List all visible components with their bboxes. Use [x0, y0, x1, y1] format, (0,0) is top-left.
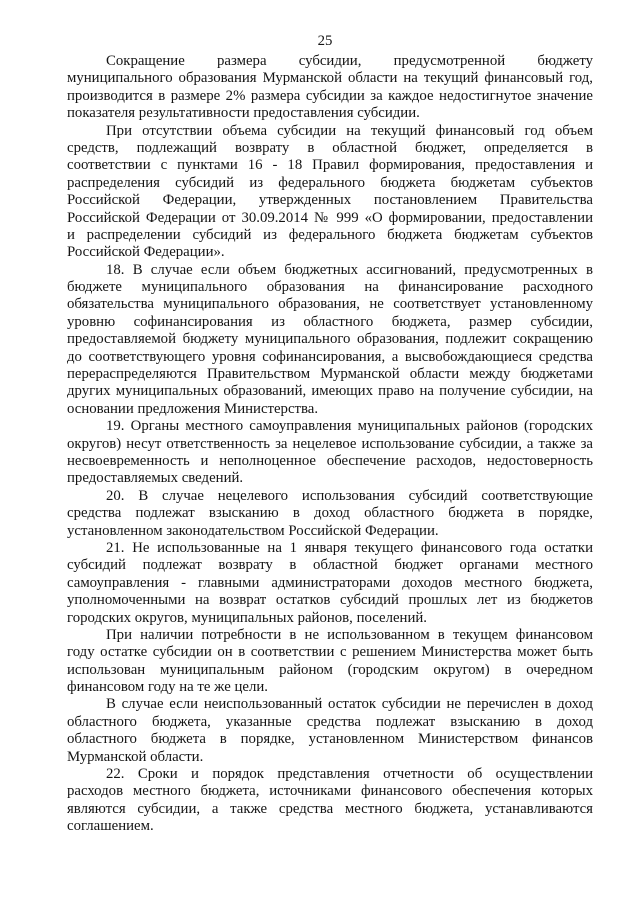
text-line: 21. Не использованные на 1 января текущего финансового года остатки	[106, 539, 593, 556]
text-line: и распределении субсидий из федерального бюджета бюджетам субъектов	[67, 226, 593, 243]
text-line: самоуправления - главными администраторами доходов местного бюджета,	[67, 574, 593, 591]
text-line: Российской Федерации, утвержденных постановлением Правительства	[67, 192, 593, 209]
text-line: соответствии с пунктами 16 - 18 Правил формирования, предоставления и	[67, 157, 593, 174]
text-line: обязательства муниципального образования, не соответствует установленному	[67, 296, 593, 313]
text-line: Российской Федерации от 30.09.2014 № 999 «О формировании, предоставлении	[67, 209, 593, 226]
text-line: установленном законодательством Российской Федерации.	[67, 522, 439, 539]
text-line: Сокращение размера субсидии, предусмотренной бюджету	[106, 53, 593, 69]
paragraph	[67, 262, 593, 419]
text-line: 18. В случае если объем бюджетных ассигнований, предусмотренных в	[106, 261, 593, 278]
text-line: предоставляемой бюджету муниципального образования, подлежит сокращению	[67, 331, 593, 348]
paragraph	[67, 488, 593, 540]
text-line: городских округов, муниципальных районов, поселений.	[67, 609, 427, 626]
paragraph	[67, 53, 593, 123]
text-line: средств, подлежащий возврату в областной бюджет, определяется в	[67, 139, 593, 156]
text-line: расходов местного бюджета, источниками финансового обеспечения которых	[67, 783, 593, 800]
paragraph	[67, 696, 593, 766]
text-line: 22. Сроки и порядок представления отчетности об осуществлении	[106, 766, 593, 783]
text-line: 19. Органы местного самоуправления муниципальных районов (городских	[106, 418, 593, 435]
text-line: распределения субсидий из федерального бюджета бюджетам субъектов	[67, 174, 593, 191]
text-line: уровню софинансирования из областного бюджета, размер субсидии,	[67, 313, 593, 330]
text-line: перераспределяются Правительством Мурманской области между бюджетами	[67, 366, 593, 383]
text-line: Мурманской области.	[67, 748, 204, 765]
text-line: 20. В случае нецелевого использования субсидий соответствующие	[106, 487, 593, 504]
text-line: производится в размере 2% размера субсидии за каждое недостигнутое значение	[67, 87, 593, 104]
text-line: бюджете муниципального образования на финансирование расходного	[67, 279, 593, 296]
text-line: уполномоченными на возврат остатков субсидий прошлых лет из бюджетов	[67, 592, 593, 609]
document-body	[67, 53, 593, 836]
text-line: финансовом году на те же цели.	[67, 679, 268, 696]
text-line: округов) несут ответственность за нецелевое использование субсидии, а также за	[67, 435, 593, 452]
text-line: областного бюджета, указанные средства подлежат взысканию в доход	[67, 713, 593, 730]
text-line: Российской Федерации».	[67, 244, 225, 261]
text-line: средства подлежат взысканию в доход областного бюджета в порядке,	[67, 505, 593, 522]
text-line: муниципального образования Мурманской области на текущий финансовый год,	[67, 70, 593, 87]
text-line: При наличии потребности в не использованном в текущем финансовом	[106, 626, 593, 643]
paragraph	[67, 766, 593, 836]
text-line: предоставляемых сведений.	[67, 470, 244, 487]
text-line: В случае если неиспользованный остаток субсидии не перечислен в доход	[106, 696, 593, 713]
text-line: основании предложения Министерства.	[67, 400, 319, 417]
text-line: несвоевременность и неполноценное обеспечение расходов, недостоверность	[67, 452, 593, 469]
text-line: субсидий подлежат возврату в областной бюджет органами местного	[67, 557, 593, 574]
paragraph	[67, 627, 593, 697]
paragraph	[67, 540, 593, 627]
paragraph	[67, 123, 593, 262]
text-line: При отсутствии объема субсидии на текущий финансовый год объем	[106, 122, 593, 139]
text-line: году остатке субсидии он в соответствии с решением Министерства может быть	[67, 644, 593, 661]
text-line: до соответствующего уровня софинансирования, а высвобождающиеся средства	[67, 348, 593, 365]
text-line: соглашением.	[67, 818, 154, 835]
text-line: областного бюджета в порядке, установленном Министерством финансов	[67, 731, 593, 748]
text-line: других муниципальных образований, имеющих право на получение субсидии, на	[67, 383, 593, 400]
text-line: показателя результативности предоставления субсидии.	[67, 105, 420, 122]
page-number: 25	[317, 33, 333, 49]
paragraph	[67, 418, 593, 488]
text-line: являются субсидии, а также средства местного бюджета, устанавливаются	[67, 800, 593, 817]
text-line: использован муниципальным районом (городским округом) в очередном	[67, 661, 593, 678]
